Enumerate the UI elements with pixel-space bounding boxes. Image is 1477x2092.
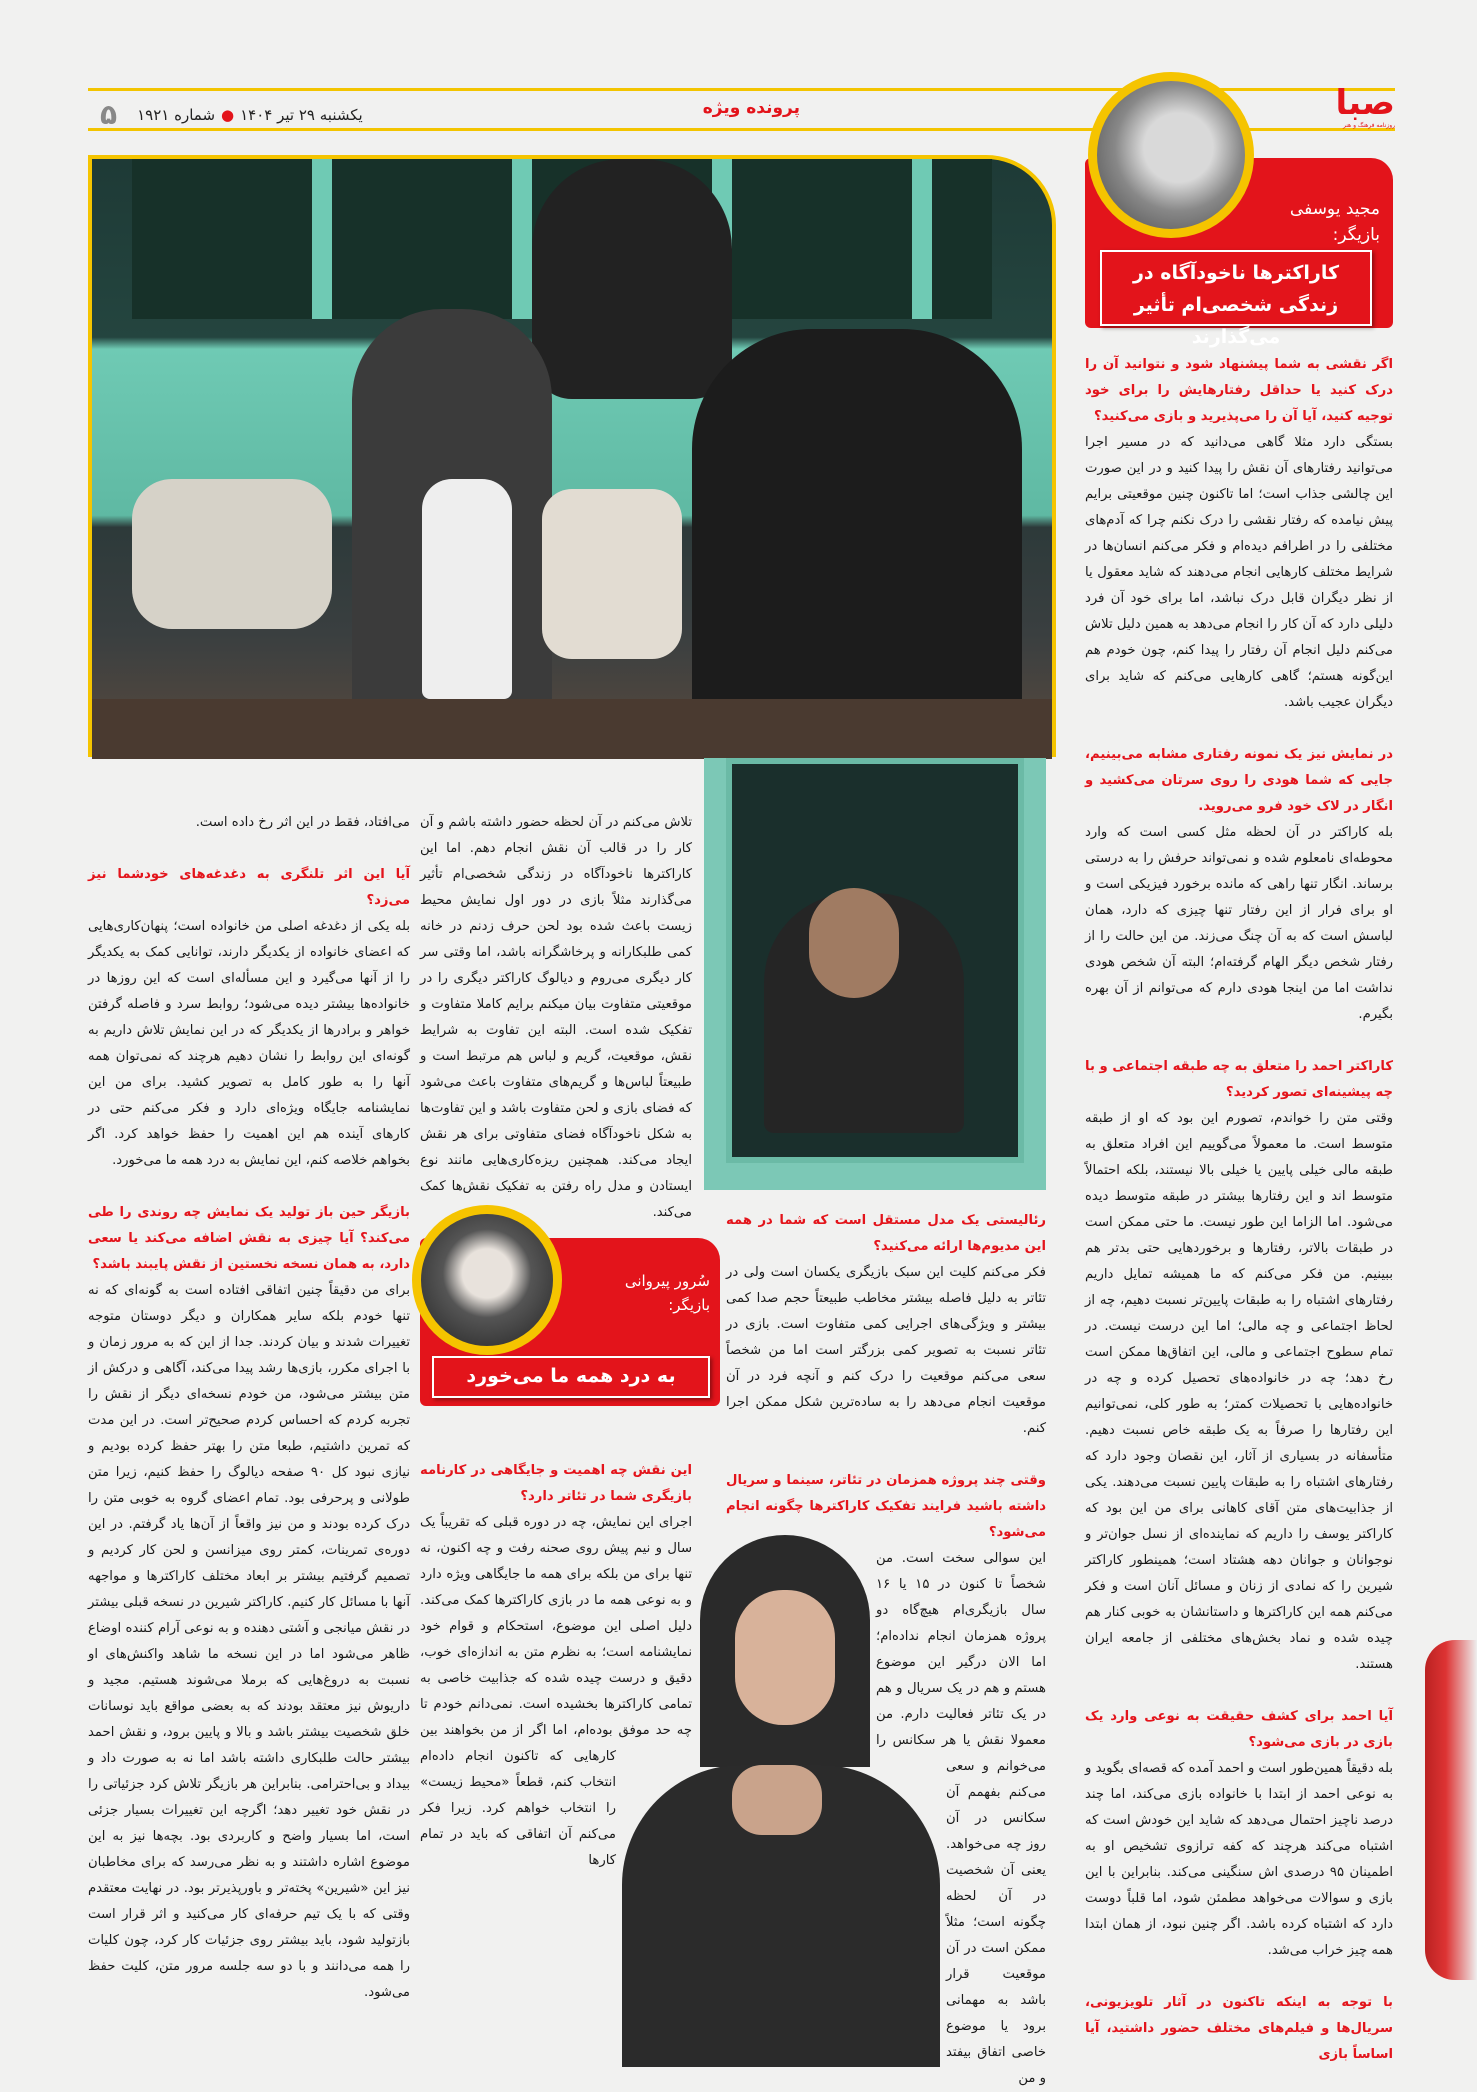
section-title: پرونده ویژه: [702, 98, 800, 118]
question: این نقش چه اهمیت و جایگاهی در کارنامه بازیگری شما در تئاتر دارد؟: [420, 1463, 692, 1504]
portrait-majid: [1088, 72, 1254, 238]
answer: وقتی متن را خواندم، تصورم این بود که او از طبقه متوسط است. ما معمولاً می‌گوییم این افراد متعلق به طبقه مالی خیلی پایین یا خیلی بالا نیستند، بلکه احتمالاً متوسط اند و این رفتارها بیشتر در طبقه متوسط دیده می‌شود. اما الزاما این طور نیست. ما حتی ممکن است در طبقات بالاتر، رفتارها و برخوردهایی حتی بدتر هم ببینیم. من فکر می‌کنم که ما همیشه تمایل داریم رفتارهای اشتباه را به طبقات پایین‌تر نسبت دهیم، چه از لحاظ اجتماعی و چه مالی؛ اما این درست نیست. در تمام سطوح اجتماعی و مالی، این اتفاق‌ها ممکن است رخ دهد؛ چه در خانواده‌های تحصیل کرده و چه در خانواده‌هایی با تحصیلات کمتر؛ به طور کلی، نمی‌توانیم این رفتارها را صرفاً به یک طبقه خاص نسبت دهیم. متأسفانه در بسیاری از آثار، این نقصان وجود دارد که رفتارهای اشتباه را به طبقات پایین نسبت می‌دهند. یکی از جذابیت‌های متن آقای کاهانی برای من این بود که کاراکتر یوسف را داریم که نماینده‌ای از نسل جوان‌تر و نوجوانان و جوانان دهه هشتاد است؛ همینطور کاراکتر شیرین را که نمادی از زنان و مسائل آنان است و فکر می‌کنم همه این کاراکترها و داستانشان به خوبی کنار هم چیده شده و نماد بخش‌های مختلفی از جامعه ایران هستند.: [1085, 1111, 1393, 1672]
answer: بستگی دارد مثلا گاهی می‌دانید که در مسیر اجرا می‌توانید رفتارهای آن نقش را پیدا کنید و در این صورت این چالشی جذاب است؛ اما تاکنون چنین موقعیتی برایم پیش نیامده که رفتار نقشی را درک نکنم چرا که آدم‌های مختلفی را در اطرافم دیده‌ام و فکر می‌کنم انسان‌ها در شرایط مختلف کارهایی انجام می‌دهند که شاید معقول یا از نظر دیگران قابل درک نباشد، اما برای خود آن فرد دلیلی دارد که آن کار را انجام می‌دهد به همین دلیل تلاش می‌کنم دلیل انجام آن رفتار را پیدا کنم، چون خودم هم این‌گونه هستم؛ گاهی کارهایی می‌کنم که شاید برای دیگران عجیب باشد.: [1085, 435, 1393, 710]
question: کاراکتر احمد را متعلق به چه طبقه اجتماعی و با چه پیشینه‌ای تصور کردید؟: [1085, 1059, 1393, 1100]
interviewee-name: مجید یوسفی: [1289, 199, 1380, 219]
answer: این سوالی سخت است. من شخصاً تا کنون در ۱۵ یا ۱۶ سال بازیگری‌ام هیچ‌گاه دو پروژه همزمان انجام نداده‌ام؛ اما الان درگیر این موضوع هستم و هم در یک سریال و هم در یک تئاتر فعالیت دارم. من معمولا نقش یا هر سکانس را می‌خوانم و سعی می‌کنم بفهمم آن سکانس در آن روز چه می‌خواهد. یعنی آن شخصیت در آن لحظه چگونه است؛ مثلاً ممکن است در آن موقعیت قرار باشد به مهمانی برود یا موضوع خاصی اتفاق بیفتد و من: [876, 1551, 1046, 2086]
interviewee-name: سُرور پیروانی: [624, 1272, 710, 1290]
answer: بله یکی از دغدغه اصلی من خانواده است؛ پنهان‌کاری‌هایی که اعضای خانواده از یکدیگر دارند، توانایی کمک به یکدیگر را از آنها می‌گیرد و این مسأله‌ای است که این روزها در خانواده‌ها بیشتر دیده می‌شود؛ روابط سرد و فاصله گرفتن خواهر و برادرها از یکدیگر که در این نمایش تلاش داریم به گونه‌ای این روابط را نشان دهیم هرچند که نمی‌توان همه آنها را به طور کامل به تصویر کشید. برای من این نمایشنامه جایگاه ویژه‌ای دارد و فکر می‌کنم حتی در کارهای آینده هم این اهمیت را حفظ خواهد کرد. اگر بخواهم خلاصه کنم، این نمایش به درد همه ما می‌خورد.: [88, 919, 410, 1168]
answer: بله کاراکتر در آن لحظه مثل کسی است که وارد محوطه‌ای نامعلوم شده و نمی‌تواند حرفش را به درستی برساند. انگار تنها راهی که مانده برخورد فیزیکی است و او برای فرار از این رفتار تنها چیزی که دارد، همان لباسش است که به آن چنگ می‌زند. من این حالت را از رفتار شخص دیگر الهام گرفته‌ام؛ البته آن شخص هودی نداشت اما من اینجا هودی دارم که می‌توانم از آن بهره بگیرم.: [1085, 825, 1393, 1022]
article-column-1: [88, 810, 410, 2000]
answer: بله دقیقاً همین‌طور است و احمد آمده که قصه‌ای بگوید و به نوعی احمد از ابتدا با خانواده بازی می‌کند، اما چند درصد ناچیز احتمال می‌دهد که شاید این خودش است که اشتباه می‌کند هرچند که کفه ترازوی تشخیص او به اطمینان ۹۵ درصدی اش سنگینی می‌کند. بنابراین با این بازی و سوالات می‌خواهد مطمئن شود، اما قلباً دوست دارد که اشتباه کرده باشد. اگر چنین نبود، از همان ابتدا همه چیز خراب می‌شد.: [1085, 1761, 1394, 1958]
paragraph: می‌افتاد، فقط در این اثر رخ داده است.: [195, 815, 410, 830]
interview-headline: به درد همه ما می‌خورد: [432, 1356, 710, 1398]
interview-headline: کاراکترها ناخودآگاه در زندگی شخصی‌ام تأثیر می‌گذارند: [1100, 250, 1372, 326]
question: رئالیستی یک مدل مستقل است که شما در همه این مدیوم‌ها ارائه می‌کنید؟: [726, 1213, 1046, 1254]
question: در نمایش نیز یک نمونه رفتاری مشابه می‌بینیم، جایی که شما هودی را روی سرتان می‌کشید و انگار در لاک خود فرو می‌روید.: [1085, 747, 1393, 814]
actress-photo-body: [622, 1765, 940, 2067]
answer: اجرای این نمایش، چه در دوره قبلی که تقریباً یک سال و نیم پیش روی صحنه رفت و چه اکنون، نه تنها برای من بلکه برای همه ما جایگاهی ویژه دارد و به نوعی همه ما در بازی کاراکترها کمک می‌کند. دلیل اصلی این موضوع، استحکام و قوام خود نمایشنامه است؛ به نظرم متن به اندازه‌ای خوب، دقیق و درست چیده شده که جذابیت خاصی به تمامی کاراکترها بخشیده است. نمی‌دانم خودم تا چه حد موفق بوده‌ام، اما اگر از من بخواهند بین کارهایی که تاکنون انجام داده‌ام انتخاب کنم، قطعاً «محیط زیست» را انتخاب خواهم کرد. زیرا فکر می‌کنم آن اتفاقی که باید در تمام کارها: [420, 1515, 692, 1868]
page-number: ۵: [100, 98, 118, 131]
article-column-right: [1085, 352, 1394, 2062]
logo[interactable]: [1315, 84, 1395, 130]
bullet: ●: [221, 105, 235, 124]
interviewee-role: بازیگر:: [668, 1296, 710, 1314]
question: آیا احمد برای کشف حقیقت به نوعی وارد یک بازی در بازی می‌شود؟: [1085, 1709, 1393, 1750]
question: با توجه به اینکه تاکنون در آثار تلویزیونی، سریال‌ها و فیلم‌های مختلف حضور داشتید، آیا اساساً بازی: [1085, 1995, 1393, 2062]
main-stage-photo: [88, 155, 1056, 757]
question: بازیگر حین باز تولید یک نمایش چه روندی را طی می‌کند؟ آیا چیزی به نقش اضافه می‌کند یا سعی دارد، به همان نسخه نخستین از نقش پایبند باشد؟: [88, 1205, 410, 1272]
actor-window-photo: [704, 758, 1046, 1190]
article-column-2-top: [420, 810, 692, 1220]
interviewee-role: بازیگر:: [1332, 225, 1380, 245]
edge-photo: [1425, 1640, 1477, 1980]
answer: فکر می‌کنم کلیت این سبک بازیگری یکسان است ولی در تئاتر به دلیل فاصله بیشتر مخاطب طبیعتاً حجم صدا کمی بیشتر و ویژگی‌های اجرایی کمی متفاوت است. بازی در تئاتر نسبت به تصویر کمی بزرگتر است اما من شخصاً سعی می‌کنم موقعیت را درک کنم و آنچه فرد در آن موقعیت انجام می‌دهد را به ساده‌ترین شکل ممکن اجرا کنم.: [726, 1265, 1046, 1436]
issue-date: یکشنبه ۲۹ تیر ۱۴۰۴: [240, 105, 363, 124]
question: اگر نقشی به شما پیشنهاد شود و نتوانید آن را درک کنید یا حداقل رفتارهایش را برای خود توجیه کنید، آیا آن را می‌پذیرید و بازی می‌کنید؟: [1085, 357, 1393, 424]
answer: برای من دقیقاً چنین اتفاقی افتاده است به گونه‌ای که نه تنها خودم بلکه سایر همکاران و دیگر دوستان متوجه تغییرات شدند و بیان کردند. جدا از این که به مرور زمان و با اجرای مکرر، بازی‌ها رشد پیدا می‌کند، آگاهی و درکش از متن بیشتر می‌شود، من خودم نسخه‌ای دیگر از نقش را تجربه کردم که احساس کردم صحیح‌تر است. در این مدت که تمرین داشتیم، طبعا متن را بهتر حفظ کرده بودیم و نیازی نبود کل ۹۰ صفحه دیالوگ را حفظ کنیم، زیرا متن طولانی و پرحرفی بود. تمام اعضای گروه به خوبی متن را درک کرده بودند و من نیز واقعاً از آن‌ها یاد گرفتم. در این دوره‌ی تمرینات، کمتر روی میزانسن و لحن کار کردیم و تصمیم گرفتیم بیشتر بر ابعاد مختلف کاراکترها و مواجهه آنها با مسائل کار کنیم. کاراکتر شیرین در نسخه قبلی بیشتر در نقش میانجی و آشتی دهنده و به نوعی آرام کننده اوضاع ظاهر می‌شود اما در این نسخه ما شاهد واکنش‌های او نسبت به دروغ‌هایی که برملا می‌شوند هستیم. مجید و داریوش نیز معتقد بودند که به بعضی مواقع باید نوسانات خلق شخصیت بیشتر باشد و بالا و پایین برود، و نقش احمد بیشتر حالت طلبکاری داشته باشد اما نه به صورت داد و بیداد و بی‌احترامی. بنابراین هر بازیگر تلاش کرد جزئیاتی را در نقش خود تغییر دهد؛ اگرچه این تغییرات بسیار جزئی است، اما بسیار واضح و کاربردی بود. بچه‌ها نیز به این موضوع اشاره داشتند و به نظر می‌رسد که برای مخاطبان نیز این «شیرین» پخته‌تر و باورپذیرتر بود. در نهایت معتقدم وقتی که با یک تیم حرفه‌ای کار می‌کنید و اثر قرار است بازتولید شود، باید بیشتر روی جزئیات کار کرد، چون کلیات را همه می‌دانند و با دو سه جلسه مرور متن، کلیت حفظ می‌شود.: [88, 1283, 410, 2000]
logo-subtitle: روزنامه فرهنگ و هنر: [1342, 122, 1395, 129]
portrait-sorour: [412, 1205, 562, 1355]
logo-text: صبا: [1335, 83, 1395, 123]
actress-photo-head: [700, 1535, 870, 1767]
question: آیا این اثر تلنگری به دغدغه‌های خودشما نیز می‌زد؟: [88, 867, 410, 908]
issue-info: [100, 98, 363, 131]
question: وقتی چند پروژه همزمان در تئاتر، سینما و سریال داشته باشید فرایند تفکیک کاراکترها چگونه انجام می‌شود؟: [726, 1473, 1046, 1540]
issue-number: شماره ۱۹۲۱: [137, 105, 216, 124]
paragraph: تلاش می‌کنم در آن لحظه حضور داشته باشم و آن کار را در قالب آن نقش انجام دهم. اما این کاراکترها ناخودآگاه در زندگی شخصی‌ام تأثیر می‌گذارند مثلاً بازی در دور اول نمایش محیط زیست باعث شده بود لحن حرف زدنم در خانه کمی طلبکارانه و پرخاشگرانه باشد، اما وقتی سر کار دیگری می‌روم و دیالوگ کاراکتر دیگری را در موقعیتی متفاوت بیان میکنم برایم کاملا متفاوت و تفکیک شده است. البته این تفاوت به شرایط نقش، موقعیت، گریم و لباس هم مرتبط است و طبیعتاً لباس‌ها و گریم‌های متفاوت باعث می‌شود که فضای بازی و لحن متفاوت باشد و این تفاوت‌ها به شکل ناخودآگاه فضای متفاوتی برای هر نقش ایجاد می‌کند. همچنین ریزه‌کاری‌هایی مانند نوع ایستادن و مدل راه رفتن به تفکیک نقش‌ها کمک می‌کند.: [420, 815, 692, 1220]
